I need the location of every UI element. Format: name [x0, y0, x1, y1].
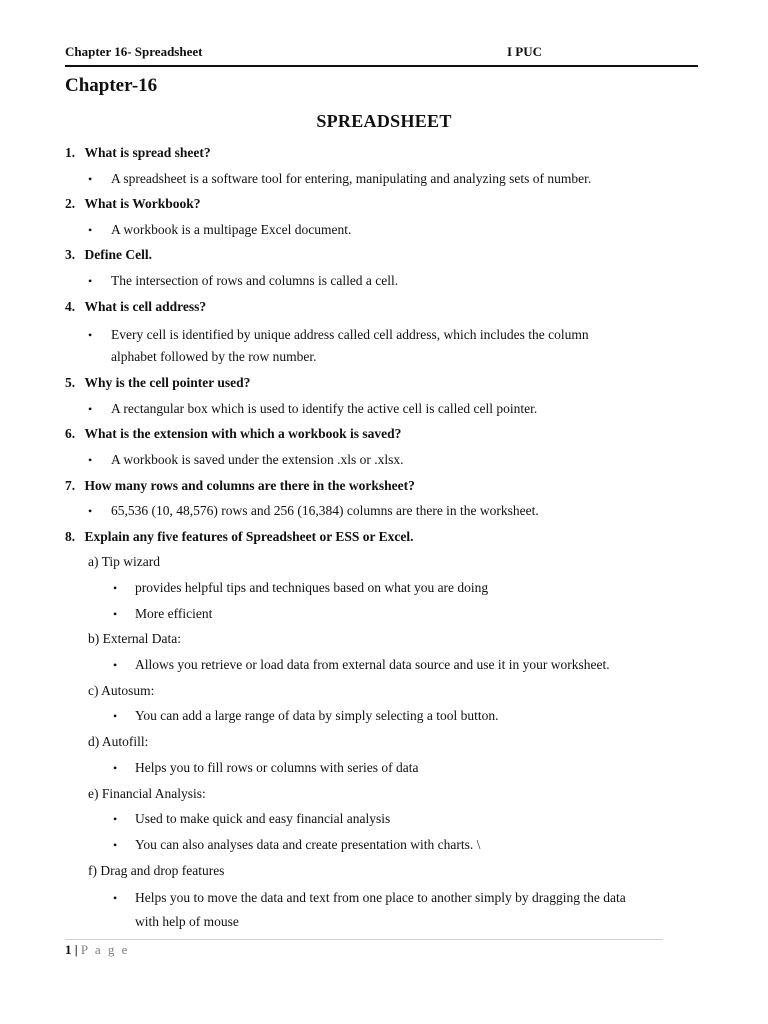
feature-point: Used to make quick and easy financial analysis	[135, 811, 391, 826]
header-chapter-label: Chapter 16- Spreadsheet	[65, 44, 203, 59]
answer-text: 65,536 (10, 48,576) rows and 256 (16,384) columns are there in the worksheet.	[111, 503, 539, 518]
question-number: 8.	[65, 529, 76, 544]
answer-text: The intersection of rows and columns is called a cell.	[111, 273, 399, 288]
page-label: P a g e	[80, 942, 130, 957]
bullet-icon: •	[88, 172, 93, 186]
answer-text: A workbook is saved under the extension .xls or .xlsx.	[111, 452, 404, 467]
bullet-icon: •	[113, 761, 118, 775]
bullet-icon: •	[113, 891, 118, 905]
question-number: 4.	[65, 299, 76, 314]
question-item	[65, 374, 250, 392]
page-number: 1	[65, 942, 72, 957]
answer-text: A workbook is a multipage Excel document.	[111, 222, 352, 237]
question-number: 1.	[65, 145, 76, 160]
page-title: SPREADSHEET	[316, 111, 452, 131]
answer-text-continued: alphabet followed by the row number.	[111, 349, 317, 364]
bullet-icon: •	[88, 274, 93, 288]
bullet-icon: •	[113, 812, 118, 826]
header-divider	[65, 65, 698, 67]
footer-divider	[65, 939, 663, 940]
feature-point: You can also analyses data and create presentation with charts. \	[135, 837, 481, 852]
question-item	[65, 246, 152, 264]
question-text: What is the extension with which a workbook is saved?	[84, 426, 402, 441]
bullet-icon: •	[88, 402, 93, 416]
bullet-icon: •	[113, 607, 118, 621]
feature-point: Helps you to fill rows or columns with series of data	[135, 760, 419, 775]
question-number: 5.	[65, 375, 76, 390]
question-item	[65, 144, 211, 162]
question-text: Why is the cell pointer used?	[84, 375, 251, 390]
bullet-icon: •	[113, 658, 118, 672]
question-number: 2.	[65, 196, 76, 211]
question-text: How many rows and columns are there in the worksheet?	[84, 478, 415, 493]
question-item	[65, 477, 415, 495]
question-item	[65, 425, 401, 443]
feature-label: f) Drag and drop features	[88, 863, 225, 878]
feature-point: Helps you to move the data and text from one place to another simply by dragging the data	[135, 890, 626, 905]
feature-label: c) Autosum:	[88, 683, 155, 698]
feature-label: e) Financial Analysis:	[88, 786, 206, 801]
question-item	[65, 298, 206, 316]
question-item	[65, 528, 414, 546]
page-footer	[65, 941, 129, 959]
bullet-icon: •	[88, 453, 93, 467]
feature-label: b) External Data:	[88, 631, 181, 646]
bullet-icon: •	[88, 328, 93, 342]
bullet-icon: •	[113, 838, 118, 852]
question-number: 7.	[65, 478, 76, 493]
question-item	[65, 195, 201, 213]
bullet-icon: •	[113, 709, 118, 723]
feature-label: d) Autofill:	[88, 734, 149, 749]
question-text: What is Workbook?	[84, 196, 201, 211]
question-text: What is cell address?	[84, 299, 207, 314]
bullet-icon: •	[88, 223, 93, 237]
question-text: Define Cell.	[84, 247, 152, 262]
feature-point: provides helpful tips and techniques based on what you are doing	[135, 580, 489, 595]
question-number: 6.	[65, 426, 76, 441]
feature-point-continued: with help of mouse	[135, 914, 239, 929]
feature-label: a) Tip wizard	[88, 554, 160, 569]
header-class-label: I PUC	[507, 44, 543, 59]
bullet-icon: •	[113, 581, 118, 595]
feature-point: More efficient	[135, 606, 213, 621]
answer-text: A rectangular box which is used to identify the active cell is called cell pointer.	[111, 401, 538, 416]
question-text: What is spread sheet?	[84, 145, 211, 160]
running-header	[65, 44, 699, 62]
question-number: 3.	[65, 247, 76, 262]
answer-text: A spreadsheet is a software tool for entering, manipulating and analyzing sets of number.	[111, 171, 592, 186]
question-text: Explain any five features of Spreadsheet or ESS or Excel.	[84, 529, 414, 544]
feature-point: Allows you retrieve or load data from external data source and use it in your worksheet.	[135, 657, 610, 672]
feature-point: You can add a large range of data by simply selecting a tool button.	[135, 708, 499, 723]
footer-separator: |	[74, 942, 78, 957]
chapter-heading: Chapter-16	[65, 75, 158, 96]
answer-text: Every cell is identified by unique address called cell address, which includes the column	[111, 327, 589, 342]
bullet-icon: •	[88, 504, 93, 518]
